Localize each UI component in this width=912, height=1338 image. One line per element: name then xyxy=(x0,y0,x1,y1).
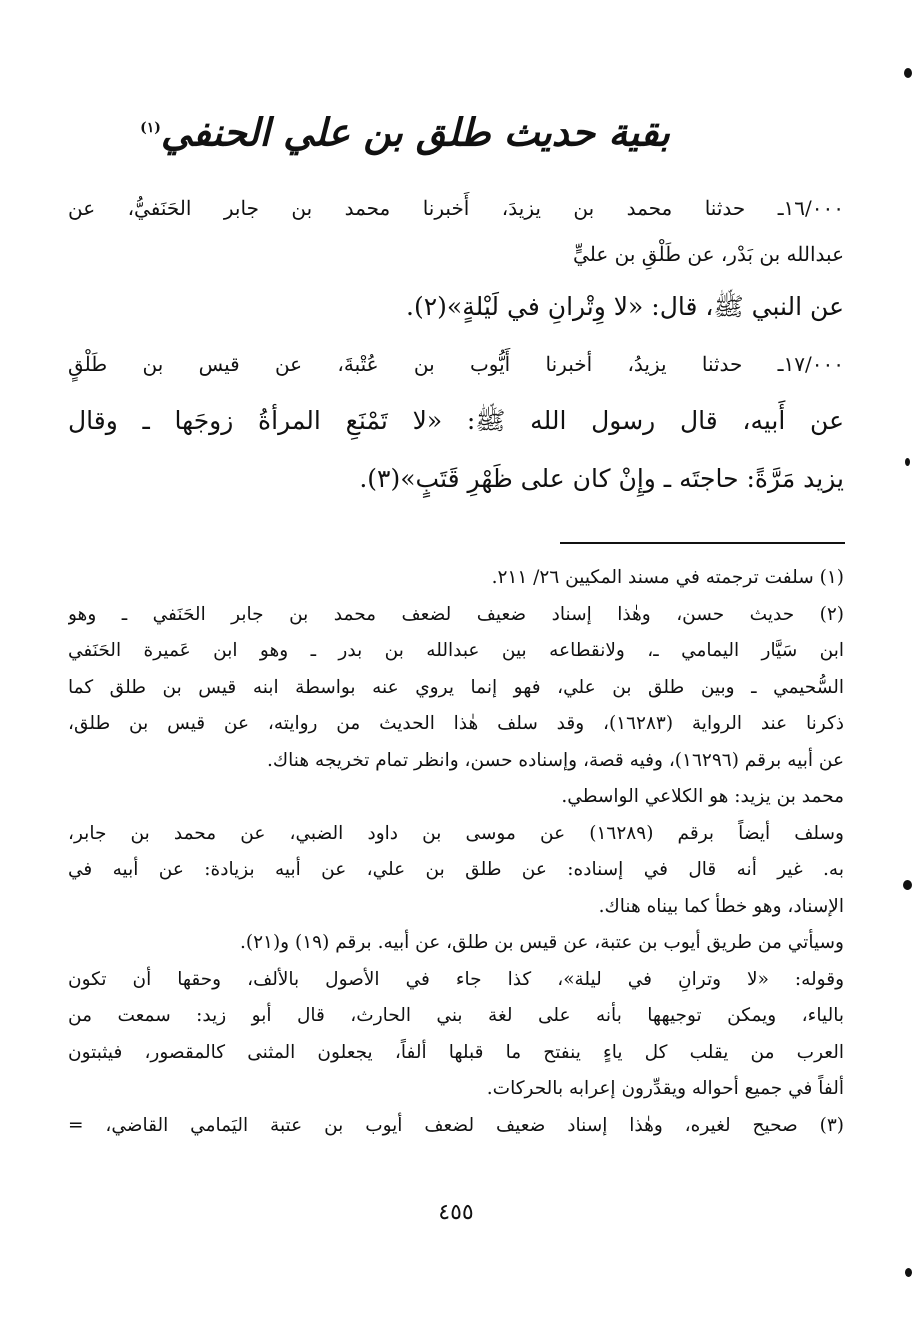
hadith-line: ١٦/٠٠٠ـ حدثنا محمد بن يزيدَ، أَخبرنا محمد بن جابر الحَنَفيُّ، عن xyxy=(68,196,844,220)
scan-edge-mark xyxy=(905,458,910,466)
heading-footnote-marker: (١) xyxy=(140,120,161,136)
page-number: ٤٥٥ xyxy=(438,1200,474,1225)
footnotes xyxy=(68,560,844,1144)
hadith-line: عن النبي ﷺ، قال: «لا وِتْرانِ في لَيْلةٍ»(٢). xyxy=(406,292,844,321)
footnote-line: ذكرنا عند الرواية (١٦٢٨٣)، وقد سلف هٰذا الحديث من روايته، عن قيس بن طلق، xyxy=(68,713,844,734)
hadith-line: عبدالله بن بَدْر، عن طَلْقِ بن عليٍّ xyxy=(573,242,844,266)
footnote-line: ألفاً في جميع أحواله ويقدِّرون إعرابه بالحركات. xyxy=(486,1078,844,1099)
footnote-line: وسلف أيضاً برقم (١٦٢٨٩) عن موسى بن داود الضبي، عن محمد بن جابر، xyxy=(68,822,844,844)
footnote-line: السُّحيمي ـ وبين طلق بن علي، فهو إنما يروي عنه بواسطة ابنه قيس بن طلق كما xyxy=(68,676,844,698)
footnote-line: وسيأتي من طريق أيوب بن عتبة، عن قيس بن طلق، عن أبيه. برقم (١٩) و(٢١). xyxy=(239,932,844,953)
scan-edge-mark xyxy=(905,1268,912,1277)
section-heading xyxy=(140,98,670,163)
footnote-separator xyxy=(560,542,845,544)
footnote-line: الإسناد، وهو خطأ كما بيناه هناك. xyxy=(598,895,844,917)
footnote-line: به. غير أنه قال في إسناده: عن طلق بن علي، عن أبيه بزيادة: عن أبيه في xyxy=(68,859,844,880)
footnote-line: (٣) صحيح لغيره، وهٰذا إسناد ضعيف لضعف أيوب بن عتبة اليَمامي القاضي، = xyxy=(68,1114,844,1136)
footnote-line: بالياء، ويمكن توجيهها بأنه على لغة بني الحارث، قال أبو زيد: سمعت من xyxy=(68,1005,844,1026)
footnote-line: ابن سَيَّار اليمامي ـ، ولانقطاعه بين عبدالله بن بدر ـ وهو ابن عَميرة الحَنَفي xyxy=(68,640,844,661)
scan-edge-mark xyxy=(904,68,912,78)
hadith-line: عن أَبيه، قال رسول الله ﷺ: «لا تَمْنَعِ المرأةُ زوجَها ـ وقال xyxy=(68,406,844,435)
footnote-line: محمد بن يزيد: هو الكلاعي الواسطي. xyxy=(561,786,844,807)
scan-edge-mark xyxy=(903,880,912,890)
section-heading-text: بقية حديث طلق بن علي الحنفي xyxy=(160,109,670,155)
hadith-line: ١٧/٠٠٠ـ حدثنا يزيدُ، أخبرنا أَيُّوب بن عُتْبةَ، عن قيس بن طَلْقٍ xyxy=(68,352,844,376)
footnote-line: (٢) حديث حسن، وهٰذا إسناد ضعيف لضعف محمد بن جابر الحَنَفي ـ وهو xyxy=(68,603,844,625)
footnote-line: (١) سلفت ترجمته في مسند المكيين ٢٦/ ٢١١. xyxy=(491,567,844,588)
footnote-line: عن أبيه برقم (١٦٢٩٦)، وفيه قصة، وإسناده حسن، وانظر تمام تخريجه هناك. xyxy=(267,749,844,771)
footnote-line: وقوله: «لا وترانِ في ليلة»، كذا جاء في الأصول بالألف، وحقها أن تكون xyxy=(68,968,844,990)
footnote-line: العرب من يقلب كل ياءٍ ينفتح ما قبلها ألفاً، يجعلون المثنى كالمقصور، فيثبتون xyxy=(68,1041,844,1063)
hadith-line: يزيد مَرَّةً: حاجتَه ـ وإِنْ كان على ظَهْرِ قَتَبٍ»(٣). xyxy=(359,464,844,493)
